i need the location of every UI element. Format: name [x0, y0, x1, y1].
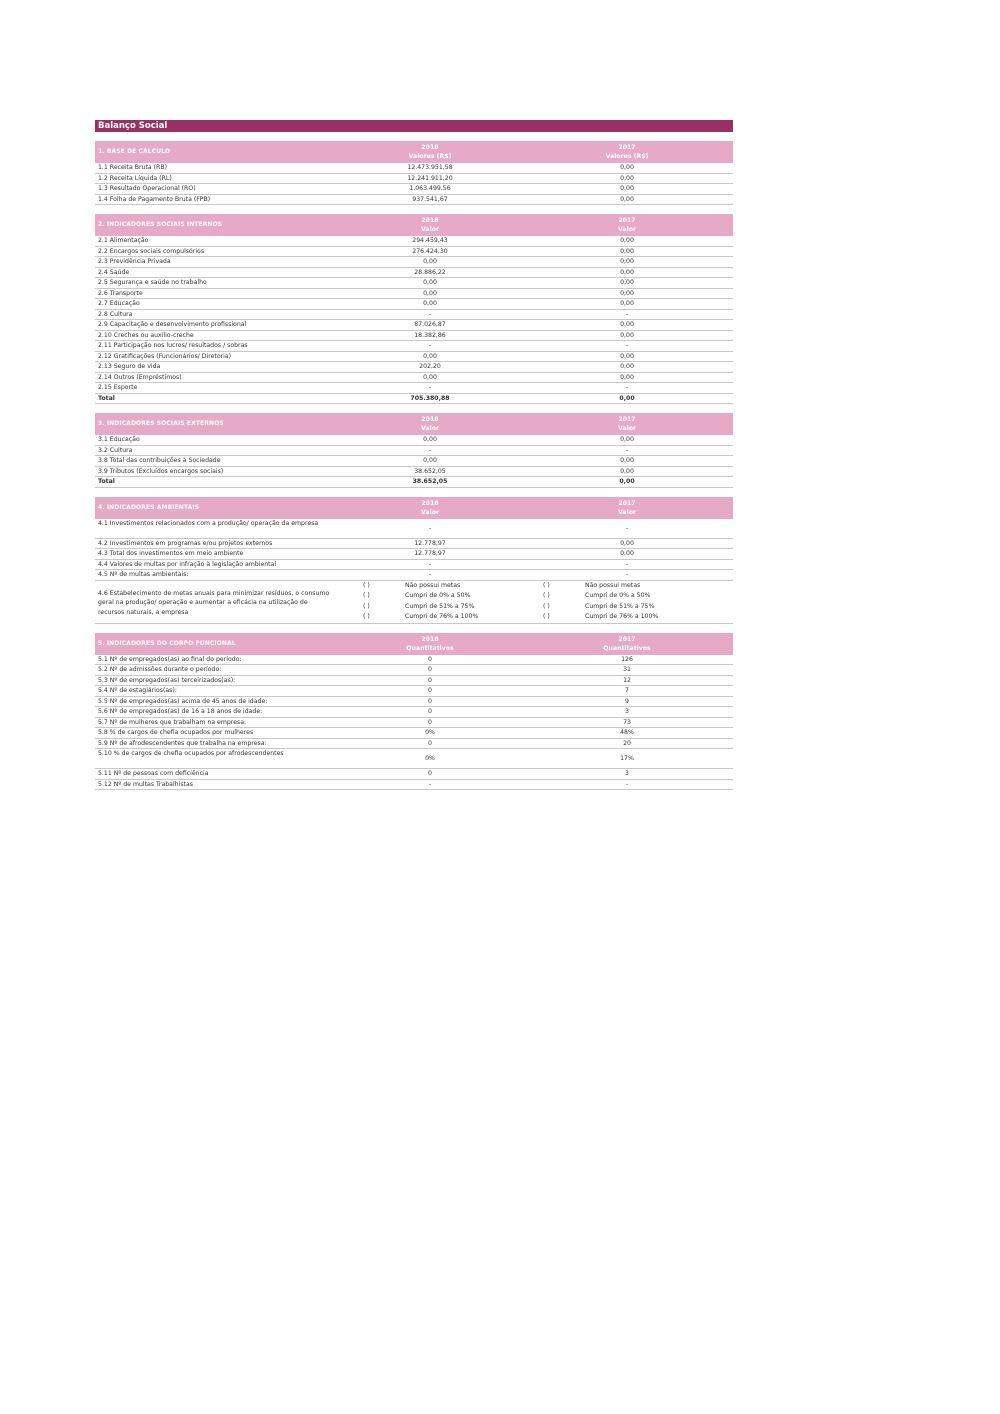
column-year: 2017	[618, 144, 636, 151]
value-2018: 0	[428, 697, 432, 705]
column-year: 2017	[618, 499, 636, 507]
value-2017: -	[625, 310, 629, 318]
column-header-2017	[567, 143, 687, 161]
value-2018: -	[428, 310, 432, 318]
table-row	[95, 739, 733, 750]
row-label: 1.2 Receita Líquida (RL)	[98, 174, 172, 182]
value-2018: -	[428, 571, 432, 578]
value-2017: 0,00	[619, 478, 635, 485]
table-row	[95, 560, 733, 571]
checkbox-placeholder: ( )	[363, 613, 370, 620]
table-row	[95, 665, 733, 676]
row-label: 5.10 % de cargos de chefia ocupados por afrodescendentes	[98, 750, 284, 757]
value-2018: 0,00	[423, 300, 437, 307]
checkbox-placeholder: ( )	[543, 581, 550, 589]
row-label: Total	[98, 478, 115, 485]
column-header-2017	[567, 216, 687, 234]
total-row	[95, 394, 733, 405]
value-2017: 73	[623, 718, 631, 726]
column-year: 2018	[421, 416, 439, 423]
value-2017: 0,00	[620, 363, 634, 370]
table-row	[95, 446, 733, 457]
row-label: 4.1 Investimentos relacionados com a produção/ operação da empresa	[98, 519, 319, 527]
total-row	[95, 477, 733, 488]
row-label: 5.6 Nº de empregados(as) de 16 a 18 anos de idade:	[98, 708, 263, 715]
value-2017: 0,00	[620, 550, 634, 557]
section-spacer	[95, 624, 733, 633]
value-2017: 0,00	[620, 331, 634, 339]
value-2017: 0,00	[620, 457, 634, 464]
row-label: 2.6 Transporte	[98, 289, 143, 297]
row-label: 3.8 Total das contribuições à Sociedade	[98, 457, 221, 464]
section-header	[95, 497, 733, 519]
table-row	[95, 676, 733, 687]
value-2018: 12.241.911,20	[407, 174, 453, 182]
value-2017: 0,00	[620, 436, 634, 443]
value-2018: -	[428, 384, 432, 391]
column-unit: Valor	[420, 425, 440, 432]
metas-row	[95, 581, 733, 624]
checkbox-placeholder: ( )	[363, 602, 370, 610]
value-2017: 126	[621, 655, 633, 663]
row-label: 4.4 Valores de multas por infração à legislação ambiental	[98, 560, 277, 568]
row-label: 5.2 Nº de admissões durante o período:	[98, 666, 222, 673]
row-label: 1.4 Folha de Pagamento Bruta (FPB)	[98, 195, 211, 203]
value-2017: -	[625, 524, 629, 532]
row-label: 4.3 Total dos investimentos em meio ambiente	[98, 550, 244, 557]
column-year: 2018	[421, 499, 439, 507]
value-2017: 0,00	[620, 164, 634, 171]
section-title: 5. INDICADORES DO CORPO FUNCIONAL	[98, 639, 236, 647]
row-label: 4.6 Estabelecimento de metas anuais para minimizar resíduos, o consumo geral na produção/ operação e aumentar a eficácia na utilização de recursos naturais, a empresa	[98, 589, 330, 616]
value-2018: 28.886,22	[414, 268, 446, 276]
section-title: 3. INDICADORES SOCIAIS EXTERNOS	[98, 420, 224, 427]
column-header-2018	[370, 216, 490, 234]
section-spacer	[95, 488, 733, 497]
value-2018: 0	[428, 676, 432, 684]
row-label: 1.1 Receita Bruta (RB)	[98, 164, 168, 171]
option-label: Não possui metas	[585, 581, 641, 589]
section-spacer	[95, 404, 733, 413]
value-2017: 0,00	[620, 174, 634, 182]
row-label: 5.5 Nº de empregados(as) acima de 45 anos de idade:	[98, 697, 268, 705]
value-2018: 12.473.951,58	[407, 164, 453, 171]
value-2018: 0%	[425, 729, 435, 736]
value-2018: 0	[428, 739, 432, 747]
value-2017: 0,00	[620, 279, 634, 286]
row-label: 5.12 Nº de multas Trabalhistas	[98, 780, 193, 788]
value-2017: -	[625, 446, 629, 454]
table-row	[95, 236, 733, 247]
row-label: 5.7 Nº de mulheres que trabalham na empresa:	[98, 718, 247, 726]
row-label: 2.10 Creches ou auxílio-creche	[98, 331, 194, 339]
table-row	[95, 331, 733, 342]
table-row	[95, 299, 733, 310]
column-unit: Valor	[420, 508, 440, 516]
value-2017: 3	[625, 708, 629, 715]
section-title: 1. BASE DE CÁLCULO	[98, 148, 171, 155]
row-label: 2.14 Outros (Empréstimos)	[98, 373, 182, 381]
column-unit: Valor	[617, 425, 637, 432]
column-unit: Valor	[420, 226, 440, 233]
value-2018: 0	[428, 708, 432, 715]
value-2018: -	[428, 524, 432, 532]
value-2017: 20	[623, 739, 631, 747]
option-label: Cumpri de 51% a 75%	[585, 602, 655, 610]
value-2017: 7	[625, 687, 629, 694]
value-2017: 17%	[620, 755, 634, 762]
value-2017: 0,00	[620, 247, 634, 255]
checkbox-placeholder: ( )	[543, 592, 550, 599]
value-2017: -	[625, 342, 629, 349]
table-row	[95, 655, 733, 666]
value-2018: 276.424,30	[412, 247, 448, 255]
value-2018: 0,00	[423, 436, 437, 443]
table-row	[95, 163, 733, 174]
table-row	[95, 320, 733, 331]
value-2018: 1.063.499,56	[409, 185, 451, 192]
value-2018: 0	[428, 666, 432, 673]
table-row	[95, 686, 733, 697]
option-label: Cumpri de 76% a 100%	[585, 613, 659, 620]
column-unit: Valor	[617, 508, 637, 516]
table-row	[95, 247, 733, 258]
table-row	[95, 174, 733, 185]
row-label: 2.11 Participação nos lucros/ resultados / sobras	[98, 342, 248, 349]
section-header	[95, 214, 733, 236]
option-label: Cumpri de 76% a 100%	[405, 613, 479, 620]
row-label: 2.13 Seguro de vida	[98, 363, 161, 370]
column-header-2018	[370, 635, 490, 653]
value-2018: 0,00	[423, 352, 437, 360]
value-2018: 0	[428, 687, 432, 694]
table-row	[95, 184, 733, 195]
balanco-social-document	[95, 120, 733, 790]
table-row	[95, 352, 733, 363]
value-2017: 0,00	[620, 185, 634, 192]
value-2018: 0,00	[423, 289, 437, 297]
row-label: 2.3 Previdência Privada	[98, 258, 171, 265]
column-year: 2017	[618, 217, 636, 224]
option-label: Cumpri de 0% a 50%	[585, 592, 651, 599]
value-2018: 294.459,43	[412, 237, 448, 244]
row-label: 3.9 Tributos (Excluídos encargos sociais)	[98, 467, 224, 475]
table-row	[95, 749, 733, 769]
value-2018: 0,00	[423, 258, 437, 265]
row-label: Total	[98, 394, 115, 402]
value-2018: 0,00	[423, 457, 437, 464]
column-unit: Quantitativos	[603, 644, 651, 652]
row-label: 2.7 Educação	[98, 300, 140, 307]
table-row	[95, 697, 733, 708]
table-row	[95, 769, 733, 780]
value-2018: 0	[428, 718, 432, 726]
table-row	[95, 435, 733, 446]
value-2018: 202,20	[419, 363, 441, 370]
column-year: 2018	[421, 144, 439, 151]
row-label: 5.3 Nº de empregados(as) terceirizados(as):	[98, 676, 236, 684]
value-2017: 48%	[620, 729, 634, 736]
value-2017: -	[625, 780, 629, 788]
value-2017: 0,00	[620, 237, 634, 244]
checkbox-placeholder: ( )	[363, 592, 370, 599]
row-label: 2.12 Gratificações (Funcionários/ Diretoria)	[98, 352, 232, 360]
value-2018: 0	[428, 770, 432, 777]
value-2017: 0,00	[620, 352, 634, 360]
value-2017: 12	[623, 676, 631, 684]
table-row	[95, 718, 733, 729]
table-row	[95, 728, 733, 739]
value-2017: 0,00	[620, 195, 634, 203]
value-2017: -	[625, 571, 629, 578]
section-spacer	[95, 205, 733, 214]
value-2017: 0,00	[620, 258, 634, 265]
row-label: 5.4 Nº de estagiários(as):	[98, 687, 177, 694]
section-header	[95, 633, 733, 655]
value-2018: 38.652,05	[414, 467, 446, 475]
table-row	[95, 289, 733, 300]
value-2018: -	[428, 342, 432, 349]
option-label: Não possui metas	[405, 581, 461, 589]
column-year: 2017	[618, 416, 636, 423]
value-2018: 18.382,86	[414, 331, 446, 339]
table-row	[95, 467, 733, 478]
column-year: 2017	[618, 635, 636, 643]
value-2017: 0,00	[619, 394, 635, 402]
row-label: 3.1 Educação	[98, 436, 140, 443]
value-2017: 0,00	[620, 300, 634, 307]
column-unit: Valor	[617, 226, 637, 233]
value-2018: -	[428, 780, 432, 788]
option-label: Cumpri de 0% a 50%	[405, 592, 471, 599]
value-2018: 12.778,97	[414, 539, 446, 547]
document-title: Balanço Social	[95, 120, 733, 132]
value-2018: 937.541,67	[412, 195, 448, 203]
section-spacer	[95, 132, 733, 141]
column-unit: Valores (R$)	[605, 153, 649, 160]
checkbox-placeholder: ( )	[363, 581, 370, 589]
column-year: 2018	[421, 217, 439, 224]
value-2017: 0,00	[620, 289, 634, 297]
column-header-2017	[567, 415, 687, 433]
section-header	[95, 413, 733, 435]
row-label: 4.5 Nº de multas ambientais:	[98, 571, 189, 578]
value-2017: 0,00	[620, 539, 634, 547]
row-label: 2.8 Cultura	[98, 310, 133, 318]
value-2017: 0,00	[620, 373, 634, 381]
table-row	[95, 456, 733, 467]
column-unit: Valores (R$)	[408, 153, 452, 160]
column-header-2018	[370, 415, 490, 433]
table-row	[95, 341, 733, 352]
row-label: 5.1 Nº de empregados(as) ao final do período:	[98, 655, 242, 663]
value-2017: 9	[625, 697, 629, 705]
value-2018: 87.026,87	[414, 321, 446, 328]
table-row	[95, 310, 733, 321]
value-2018: 12.778,97	[414, 550, 446, 557]
table-row	[95, 549, 733, 560]
table-row	[95, 707, 733, 718]
checkbox-placeholder: ( )	[543, 613, 550, 620]
row-label: 5.11 Nº de pessoas com deficiência	[98, 770, 209, 777]
row-label: 2.5 Segurança e saúde no trabalho	[98, 279, 207, 286]
table-row	[95, 362, 733, 373]
row-label: 3.2 Cultura	[98, 446, 133, 454]
value-2018: 0,00	[423, 373, 437, 381]
table-row	[95, 519, 733, 539]
column-header-2018	[370, 499, 490, 517]
value-2017: 0,00	[620, 467, 634, 475]
row-label: 2.4 Saúde	[98, 268, 130, 276]
section-header	[95, 141, 733, 163]
value-2018: 38.652,05	[412, 478, 448, 485]
row-label: 2.9 Capacitação e desenvolvimento profissional	[98, 321, 247, 328]
table-row	[95, 373, 733, 384]
section-title: 2. INDICADORES SOCIAIS INTERNOS	[98, 221, 223, 228]
row-label: 2.15 Esporte	[98, 384, 138, 391]
value-2018: 0,00	[423, 279, 437, 286]
row-label: 2.2 Encargos sociais compulsórios	[98, 247, 205, 255]
table-row	[95, 268, 733, 279]
value-2018: 705.380,88	[410, 394, 450, 402]
value-2017: 0,00	[620, 268, 634, 276]
table-row	[95, 780, 733, 791]
column-header-2018	[370, 143, 490, 161]
row-label: 1.3 Resultado Operacional (RO)	[98, 185, 196, 192]
table-row	[95, 257, 733, 268]
row-label: 5.8 % de cargos de chefia ocupados por mulheres	[98, 729, 254, 736]
value-2018: 0	[428, 655, 432, 663]
sections-container	[95, 132, 733, 790]
checkbox-placeholder: ( )	[543, 602, 550, 610]
table-row	[95, 570, 733, 581]
column-unit: Quantitativos	[406, 644, 454, 652]
table-row	[95, 383, 733, 394]
value-2017: -	[625, 560, 629, 568]
section-title: 4. INDICADORES AMBIENTAIS	[98, 503, 200, 511]
value-2017: -	[625, 384, 629, 391]
value-2018: -	[428, 446, 432, 454]
table-row	[95, 195, 733, 206]
row-label: 2.1 Alimentação	[98, 237, 149, 244]
table-row	[95, 278, 733, 289]
value-2018: -	[428, 560, 432, 568]
row-label: 5.9 Nº de afrodescendentes que trabalha na empresa:	[98, 739, 267, 747]
value-2017: 0,00	[620, 321, 634, 328]
option-label: Cumpri de 51% a 75%	[405, 602, 475, 610]
column-header-2017	[567, 635, 687, 653]
column-year: 2018	[421, 635, 439, 643]
column-header-2017	[567, 499, 687, 517]
value-2018: 0%	[425, 755, 435, 762]
value-2017: 31	[623, 666, 631, 673]
table-row	[95, 539, 733, 550]
value-2017: 3	[625, 770, 629, 777]
row-label: 4.2 Investimentos em programas e/ou projetos externos	[98, 539, 273, 547]
